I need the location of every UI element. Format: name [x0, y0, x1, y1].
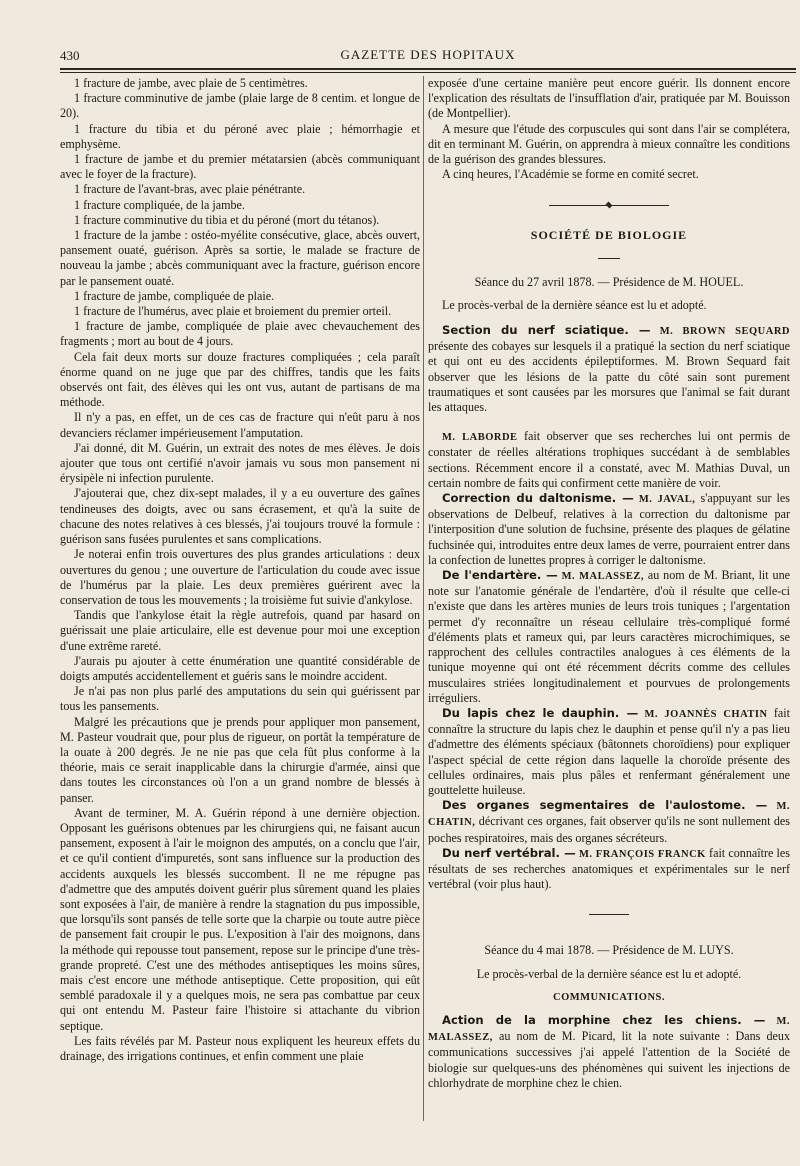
communication-item [428, 323, 790, 415]
item-title: Des organes segmentaires de l'aulostome. — [442, 798, 768, 813]
paragraph: Je noterai enfin trois ouvertures des plus grandes articulations : deux ouvertures du genou ; une ouverture de l'articulation du coude avec issue de l'humérus par la plaie. Les deux premières guérirent avec la conservation de tous les mouvements ; la troisième fut suivie d'ankylose. [60, 547, 420, 607]
item-title: Section du nerf sciatique. — [442, 323, 651, 338]
paragraph: J'aurais pu ajouter à cette énumération une quantité considérable de doigts amputés accidentellement et guéris sans le moindre accident. [60, 653, 420, 683]
header-rule-thin [60, 72, 796, 73]
minutes-text: Le procès-verbal de la dernière séance est lu et adopté. [476, 966, 742, 981]
minutes-text: Le procès-verbal de la dernière séance est lu et adopté. [442, 297, 707, 312]
communication-item [428, 491, 790, 568]
item-text: fait connaître la structure du lapis chez le dauphin et pense qu'il n'y a pas lieu d'admettre des éléments spéciaux (bâtonnets choroïdiens) pour expliquer l'aspect spécial de cette région dans laquelle la choroïde présente des cellules ordinaires, mais plus pâles et renfermant généralement une gouttelette huileuse. [428, 705, 791, 797]
paragraph: A mesure que l'étude des corpuscules qui sont dans l'air se complétera, dit en terminant M. Guérin, on apprendra à mieux connaître les conditions de la guérison des grandes blessures. [428, 121, 790, 167]
communication-item [428, 798, 790, 846]
item-author: M. BROWN SEQUARD [659, 326, 790, 338]
paragraph: Malgré les précautions que je prends pour appliquer mon pansement, M. Pasteur voudrait que, pour plus de rigueur, on portât la température de la ouate à 200 degrés. Je ne nie pas que cela fût plus conforme à la théorie, mais ce serait inapplicable dans la chirurgie d'armée, ainsi que dans toutes les circonstances où l'on a un grand nombre de blessés à panser. [60, 714, 420, 805]
short-rule [589, 914, 629, 915]
page-header [60, 44, 796, 64]
session-heading: Séance du 4 mai 1878. — Présidence de M. LUYS. [484, 943, 734, 958]
paragraph: A cinq heures, l'Académie se forme en comité secret. [442, 167, 699, 182]
paragraph: 1 fracture de jambe, compliquée de plaie. [74, 288, 275, 303]
item-text: fait observer que ses recherches lui ont permis de constater de réelles altérations trophiques succédant à de semblables sections. Récemment encore il a constaté, avec M. Mathias Duval, un certain nombre de faits qui confirment cette manière de voir. [428, 429, 790, 490]
item-title: Du lapis chez le dauphin. — [442, 705, 639, 720]
ornamental-divider [549, 202, 669, 208]
item-text: au nom de M. Picard, lit la note suivante : Dans deux communications successives j'ai appelé l'attention de la Société de biologie sur quelques-uns des phénomènes qui suivent les injections de chlorhydrate de morphine chez le chien. [428, 1029, 790, 1090]
item-title: De l'endartère. — [442, 568, 558, 583]
paragraph: 1 fracture comminutive du tibia et du péroné (mort du tétanos). [74, 212, 380, 227]
short-rule [598, 258, 620, 259]
journal-title: GAZETTE DES HOPITAUX [340, 47, 516, 62]
item-title: Action de la morphine chez les chiens. — [442, 1012, 766, 1027]
communications-label: COMMUNICATIONS. [552, 991, 665, 1003]
item-author: M. JOANNÈS CHATIN [644, 708, 768, 720]
paragraph: 1 fracture compliquée, de la jambe. [74, 197, 245, 212]
paragraph: 1 fracture de la jambe : ostéo-myélite consécutive, glace, abcès ouvert, pansement ouaté, guérison. Après sa sortie, le malade se fracture de nouveau la jambe ; abcès communiquant avec la fracture, guérison encore par le pansement ouaté. [60, 228, 420, 288]
paragraph: Je n'ai pas non plus parlé des amputations du sein qui guérissent par tous les pansements. [60, 684, 420, 714]
item-text: au nom de M. Briant, lit une note sur l'anatomie générale de l'endartère, d'où il résulte que celle-ci n'existe que dans les artères munies de leurs trois tuniques ; l'argentation permet d'y reconnaître un réseau cellulaire très-compliqué formé d'éléments plats et rameux qui, par leurs caractères microchimiques, se rapprochent des cellules contractiles analogues à ces éléments de la tunique moyenne qui ont été récemment décrits comme des cellules musculaires striées longitudinalement et pourvues de prolongements irréguliers. [428, 568, 790, 705]
right-column [428, 76, 790, 1091]
paragraph: 1 fracture de l'humérus, avec plaie et broiement du premier orteil. [74, 304, 392, 319]
section-title: SOCIÉTÉ DE BIOLOGIE [530, 228, 688, 243]
item-author: M. JAVAL, [638, 494, 696, 506]
item-author: M. FRANÇOIS FRANCK [578, 848, 706, 860]
item-text: présente des cobayes sur lesquels il a pratiqué la section du nerf sciatique et qui ont eu des accidents épileptiformes. M. Brown Sequard fait observer que les lésions de la patte du côté sain sont purement traumatiques et sont causées par les morsures que l'animal se fait durant les attaques. [428, 339, 790, 415]
paragraph: J'ajouterai que, chez dix-sept malades, il y a eu ouverture des gaînes tendineuses des doigts, avec ou sans écrasement, et qu'à la suite de chacune des notes relatives à ces blessés, j'ai toujours trouvé la formule : guérison sans fusées purulentes et sans complications. [60, 486, 420, 547]
item-author: M. CHATIN, [428, 801, 790, 829]
item-text: décrivant ces organes, fait observer qu'ils ne sont nullement des poches respiratoires, mais des organes sécréteurs. [428, 814, 790, 845]
paragraph: Les faits révélés par M. Pasteur nous expliquent les heureux effets du drainage, des irrigations continues, et enfin comment une plaie [60, 1033, 420, 1063]
paragraph: 1 fracture comminutive de jambe (plaie large de 8 centim. et longue de 20). [60, 91, 420, 121]
paragraph: Avant de terminer, M. A. Guérin répond à une dernière objection. Opposant les guérisons obtenues par les chirurgiens qui, ne faisant aucun pansement, exposent à l'air le moignon des amputés, on a conclu que l'air, et ce qu'il contient d'impuretés, sont sans influence sur la production des accidents auxquels les blessés succombent. Il ne me répugne pas d'admettre que des amputés doivent guérir plus sûrement quand les plaies sont exposées à l'air, de manière à rendre la stagnation du pus impossible, que lorsqu'ils sont pansés de telle sorte que la charpie ou toute autre pièce de pansement fait croupir le pus. L'exposition à l'air des moignons, dans la méthode qui repousse tout pansement, repose sur le principe d'une très-grande propreté. C'est une des méthodes antiseptiques les moins sûres, mais c'est encore une méthode antiseptique. Cette proposition, qui eût semblé paradoxale il y a quelques mois, ne sera pas combattue par ceux qui ont entendu M. Pasteur faire l'histoire si attachante du vibrion septique. [60, 805, 420, 1033]
item-author: M. MALASSEZ, [428, 1015, 790, 1044]
session-heading: Séance du 27 avril 1878. — Présidence de M. HOUEL. [474, 274, 744, 289]
paragraph: Cela fait deux morts sur douze fractures compliquées ; cela paraît énorme quand on ne juge que par des chiffres, tandis que les faits observés ont fait, des élèves qui les ont vus, autant de partisans de ma méthode. [60, 349, 420, 410]
item-author: M. LABORDE [442, 432, 518, 444]
paragraph: J'ai donné, dit M. Guérin, un extrait des notes de mes élèves. Je dois ajouter que tous ont certifié n'avoir jamais vu sous mon pansement ni érysipèle ni infection purulente. [60, 440, 420, 486]
item-text: s'appuyant sur les observations de Delbeuf, relatives à la correction du daltonisme par l'interposition d'une solution de fuchsine, présente des plaques de gélatine fuchsinée qui, introduites entre deux lames de verre, pourraient entrer dans la confection de lunettes propres à corriger le daltonisme. [428, 491, 791, 567]
left-column [60, 76, 420, 1064]
item-author: M. MALASSEZ, [561, 571, 644, 583]
item-title: Correction du daltonisme. — [442, 491, 634, 506]
communication-item [428, 706, 790, 798]
paragraph: 1 fracture de jambe, compliquée de plaie avec chevauchement des fragments ; mort au bout de 4 jours. [60, 319, 420, 349]
paragraph: 1 fracture de jambe et du premier métatarsien (abcès communiquant avec le foyer de la fracture). [60, 152, 420, 182]
paragraph: 1 fracture de l'avant-bras, avec plaie pénétrante. [74, 182, 306, 197]
paragraph: Il n'y a pas, en effet, un de ces cas de fracture qui n'eût paru à nos devanciers réclamer impérieusement l'amputation. [60, 410, 420, 440]
communication-item [428, 429, 790, 491]
header-rule [60, 68, 796, 70]
column-divider [423, 76, 424, 1121]
paragraph: Tandis que l'ankylose était la règle autrefois, quand par hasard on guérissait une plaie articulaire, elle est devenue pour moi une exception d'une extrême rareté. [60, 608, 420, 653]
item-title: Du nerf vertébral. — [442, 845, 576, 860]
page-number: 430 [60, 48, 80, 63]
communication-item [428, 1013, 790, 1091]
communication-item [428, 846, 790, 893]
paragraph: 1 fracture de jambe, avec plaie de 5 centimètres. [74, 76, 308, 90]
communication-item [428, 568, 790, 706]
paragraph: 1 fracture du tibia et du péroné avec plaie ; hémorrhagie et emphysème. [60, 121, 420, 151]
item-text: fait connaître les résultats de ses recherches anatomiques et expérimentales sur le nerf vertébral (voir plus haut). [428, 845, 790, 892]
paragraph: exposée d'une certaine manière peut encore guérir. Ils donnent encore l'explication des résultats de l'insufflation d'air, pratiquée par M. Bouisson (de Montpellier). [428, 76, 790, 121]
